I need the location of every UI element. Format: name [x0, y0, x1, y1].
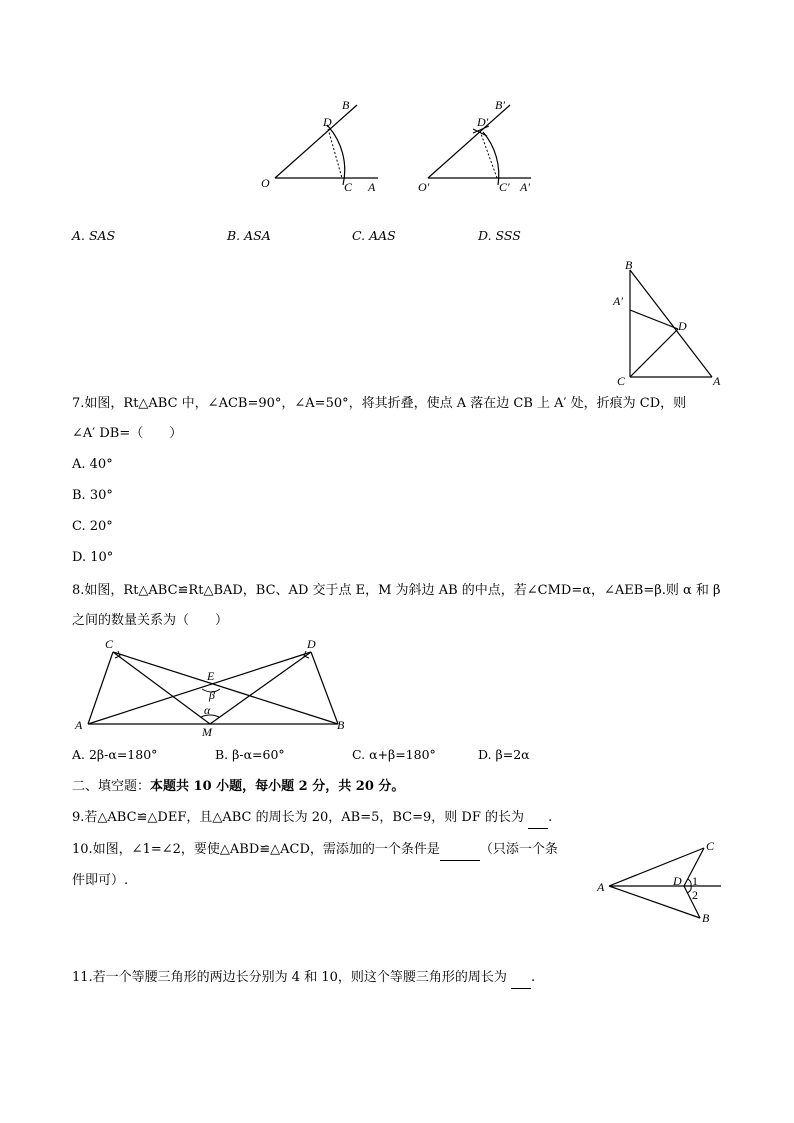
q8-label-B: B: [337, 718, 345, 732]
q10-label-C: C: [706, 839, 715, 853]
q10-stem-line1: [72, 840, 558, 861]
q11-end: .: [531, 970, 536, 985]
q10-label-D: D: [673, 874, 682, 888]
section2-bold: 本题共 10 小题，每小题 2 分，共 20 分。: [150, 779, 405, 794]
q7-label-B: B: [625, 258, 633, 272]
q9-answer-blank[interactable]: [528, 808, 548, 829]
q6-label-C: C: [344, 180, 353, 194]
q10-label-1: 1: [692, 874, 698, 888]
q8-options: [72, 747, 632, 767]
q8-option-c: C. α+β=180°: [352, 747, 436, 762]
q10-stem-line2: 件即可）.: [72, 873, 129, 888]
q10-answer-blank[interactable]: [440, 840, 480, 861]
q7-option-a: A. 40°: [72, 457, 113, 472]
q11-stem: [72, 968, 535, 989]
q6-option-d: D. SSS: [478, 228, 521, 243]
q7-figure: [605, 255, 735, 390]
q9-stem: [72, 808, 552, 829]
q6-label-C2: C′: [499, 180, 510, 194]
q6-option-a: A. SAS: [72, 228, 116, 243]
q7-stem-line1: 7.如图，Rt△ABC 中，∠ACB=90°，∠A=50°，将其折叠，使点 A 落在边 CB 上 A′ 处，折痕为 CD，则: [72, 396, 687, 411]
q6-label-A: A: [368, 180, 376, 194]
q7-stem-line2: ∠A′ DB=（ ）: [72, 426, 183, 441]
q10-text: 10.如图，∠1=∠2，要使△ABD≌△ACD，需添加的一个条件是: [72, 842, 440, 857]
q6-label-O2: O′: [418, 180, 430, 194]
q7-label-C: C: [617, 374, 626, 388]
q6-label-O: O: [261, 176, 270, 190]
q6-option-c: C. AAS: [352, 228, 396, 243]
q8-label-beta: β: [209, 688, 215, 702]
q8-label-C: C: [105, 637, 114, 651]
q8-figure: [70, 635, 355, 740]
q9-end: .: [548, 810, 553, 825]
q9-text: 9.若△ABC≌△DEF，且△ABC 的周长为 20，AB=5，BC=9，则 DF 的长为: [72, 810, 525, 825]
section2-heading: [72, 777, 404, 797]
q10-figure: [596, 836, 731, 931]
q6-figure: [255, 95, 545, 200]
q7-option-d: D. 10°: [72, 550, 114, 565]
q10-label-2: 2: [692, 888, 698, 902]
q7-label-A: A: [713, 374, 721, 388]
q8-option-a: A. 2β-α=180°: [72, 747, 158, 762]
q8-stem-line2: 之间的数量关系为（ ）: [72, 613, 229, 628]
q10-text-end: （只添一个条: [479, 842, 558, 857]
q7-label-D: D: [678, 319, 687, 333]
q7-label-A1: A′: [613, 294, 623, 308]
q6-options: [72, 228, 592, 248]
q8-label-M: M: [202, 725, 212, 739]
q6-label-D2: D′: [477, 115, 489, 129]
q11-answer-blank[interactable]: [511, 968, 531, 989]
q6-label-D: D: [323, 115, 332, 129]
q6-label-A2: A′: [520, 180, 530, 194]
q10-label-A: A: [597, 880, 605, 894]
q8-label-A: A: [75, 718, 83, 732]
q8-option-b: B. β-α=60°: [215, 747, 285, 762]
q7-option-c: C. 20°: [72, 519, 113, 534]
q6-label-B2: B′: [495, 98, 505, 112]
q10-label-B: B: [702, 911, 710, 925]
q6-label-B: B: [342, 98, 350, 112]
q8-label-alpha: α: [204, 703, 211, 717]
q8-stem-line1: 8.如图，Rt△ABC≌Rt△BAD，BC、AD 交于点 E，M 为斜边 AB 的中点，若∠CMD=α，∠AEB=β.则 α 和 β: [72, 583, 721, 598]
q7-option-b: B. 30°: [72, 488, 113, 503]
q8-label-D: D: [307, 637, 316, 651]
q11-text: 11.若一个等腰三角形的两边长分别为 4 和 10，则这个等腰三角形的周长为: [72, 970, 507, 985]
section2-prefix: 二、填空题：: [72, 779, 151, 794]
q6-option-b: B. ASA: [227, 228, 271, 243]
q8-option-d: D. β=2α: [478, 747, 530, 762]
q8-label-E: E: [207, 669, 215, 683]
